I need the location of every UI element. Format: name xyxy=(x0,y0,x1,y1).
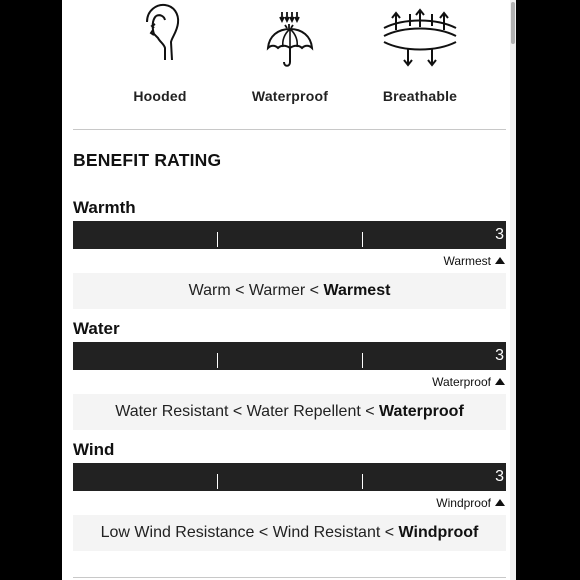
rating-name-wind: Wind xyxy=(73,440,115,459)
rating-scale-water xyxy=(73,394,506,430)
bar-tick xyxy=(217,474,218,489)
feature-breathable xyxy=(360,0,480,104)
scale-level-3: Windproof xyxy=(398,524,479,541)
scale-separator: < xyxy=(258,524,269,541)
scale-separator: < xyxy=(309,282,319,299)
rating-value-warmth: 3 xyxy=(495,226,504,243)
product-benefits-panel xyxy=(62,0,516,580)
bar-tick xyxy=(362,232,363,247)
bar-tick xyxy=(362,474,363,489)
bottom-divider xyxy=(73,577,506,578)
rating-marker-warmth xyxy=(443,254,505,268)
rating-value-water: 3 xyxy=(495,347,504,364)
triangle-up-icon xyxy=(495,378,505,385)
section-divider xyxy=(73,129,506,130)
scale-separator: < xyxy=(232,403,243,420)
scrollbar[interactable] xyxy=(510,0,516,580)
scale-level-2: Water Repellent xyxy=(246,403,361,420)
umbrella-icon xyxy=(260,0,320,70)
scale-level-3: Waterproof xyxy=(379,403,464,420)
feature-waterproof xyxy=(230,0,350,104)
scrollbar-thumb[interactable] xyxy=(511,2,515,44)
rating-name-water: Water xyxy=(73,319,120,338)
scale-level-1: Low Wind Resistance xyxy=(100,524,255,541)
bar-tick xyxy=(362,353,363,368)
marker-label: Waterproof xyxy=(432,375,491,389)
feature-label-hooded: Hooded xyxy=(133,88,187,104)
triangle-up-icon xyxy=(495,257,505,264)
rating-bar-warmth xyxy=(73,221,506,249)
feature-hooded xyxy=(100,0,220,104)
breathable-fabric-icon xyxy=(380,0,460,70)
bar-tick xyxy=(217,232,218,247)
rating-marker-water xyxy=(432,375,505,389)
rating-scale-warmth xyxy=(73,273,506,309)
rating-bar-wind xyxy=(73,463,506,491)
rating-marker-wind xyxy=(436,496,505,510)
scale-separator: < xyxy=(235,282,245,299)
scale-separator: < xyxy=(384,524,395,541)
feature-label-waterproof: Waterproof xyxy=(251,88,329,104)
section-title: BENEFIT RATING xyxy=(73,150,222,170)
triangle-up-icon xyxy=(495,499,505,506)
bar-tick xyxy=(217,353,218,368)
hood-icon xyxy=(130,0,190,70)
rating-bar-water xyxy=(73,342,506,370)
feature-label-breathable: Breathable xyxy=(382,88,458,104)
scale-separator: < xyxy=(365,403,375,420)
scale-level-3: Warmest xyxy=(323,282,391,299)
scale-level-2: Wind Resistant xyxy=(272,524,381,541)
rating-name-warmth: Warmth xyxy=(73,198,136,217)
scale-level-1: Water Resistant xyxy=(115,403,229,420)
marker-label: Warmest xyxy=(443,254,491,268)
scale-level-2: Warmer xyxy=(248,282,306,299)
rating-value-wind: 3 xyxy=(495,468,504,485)
marker-label: Windproof xyxy=(436,496,491,510)
scale-level-1: Warm xyxy=(188,282,231,299)
rating-scale-wind xyxy=(73,515,506,551)
